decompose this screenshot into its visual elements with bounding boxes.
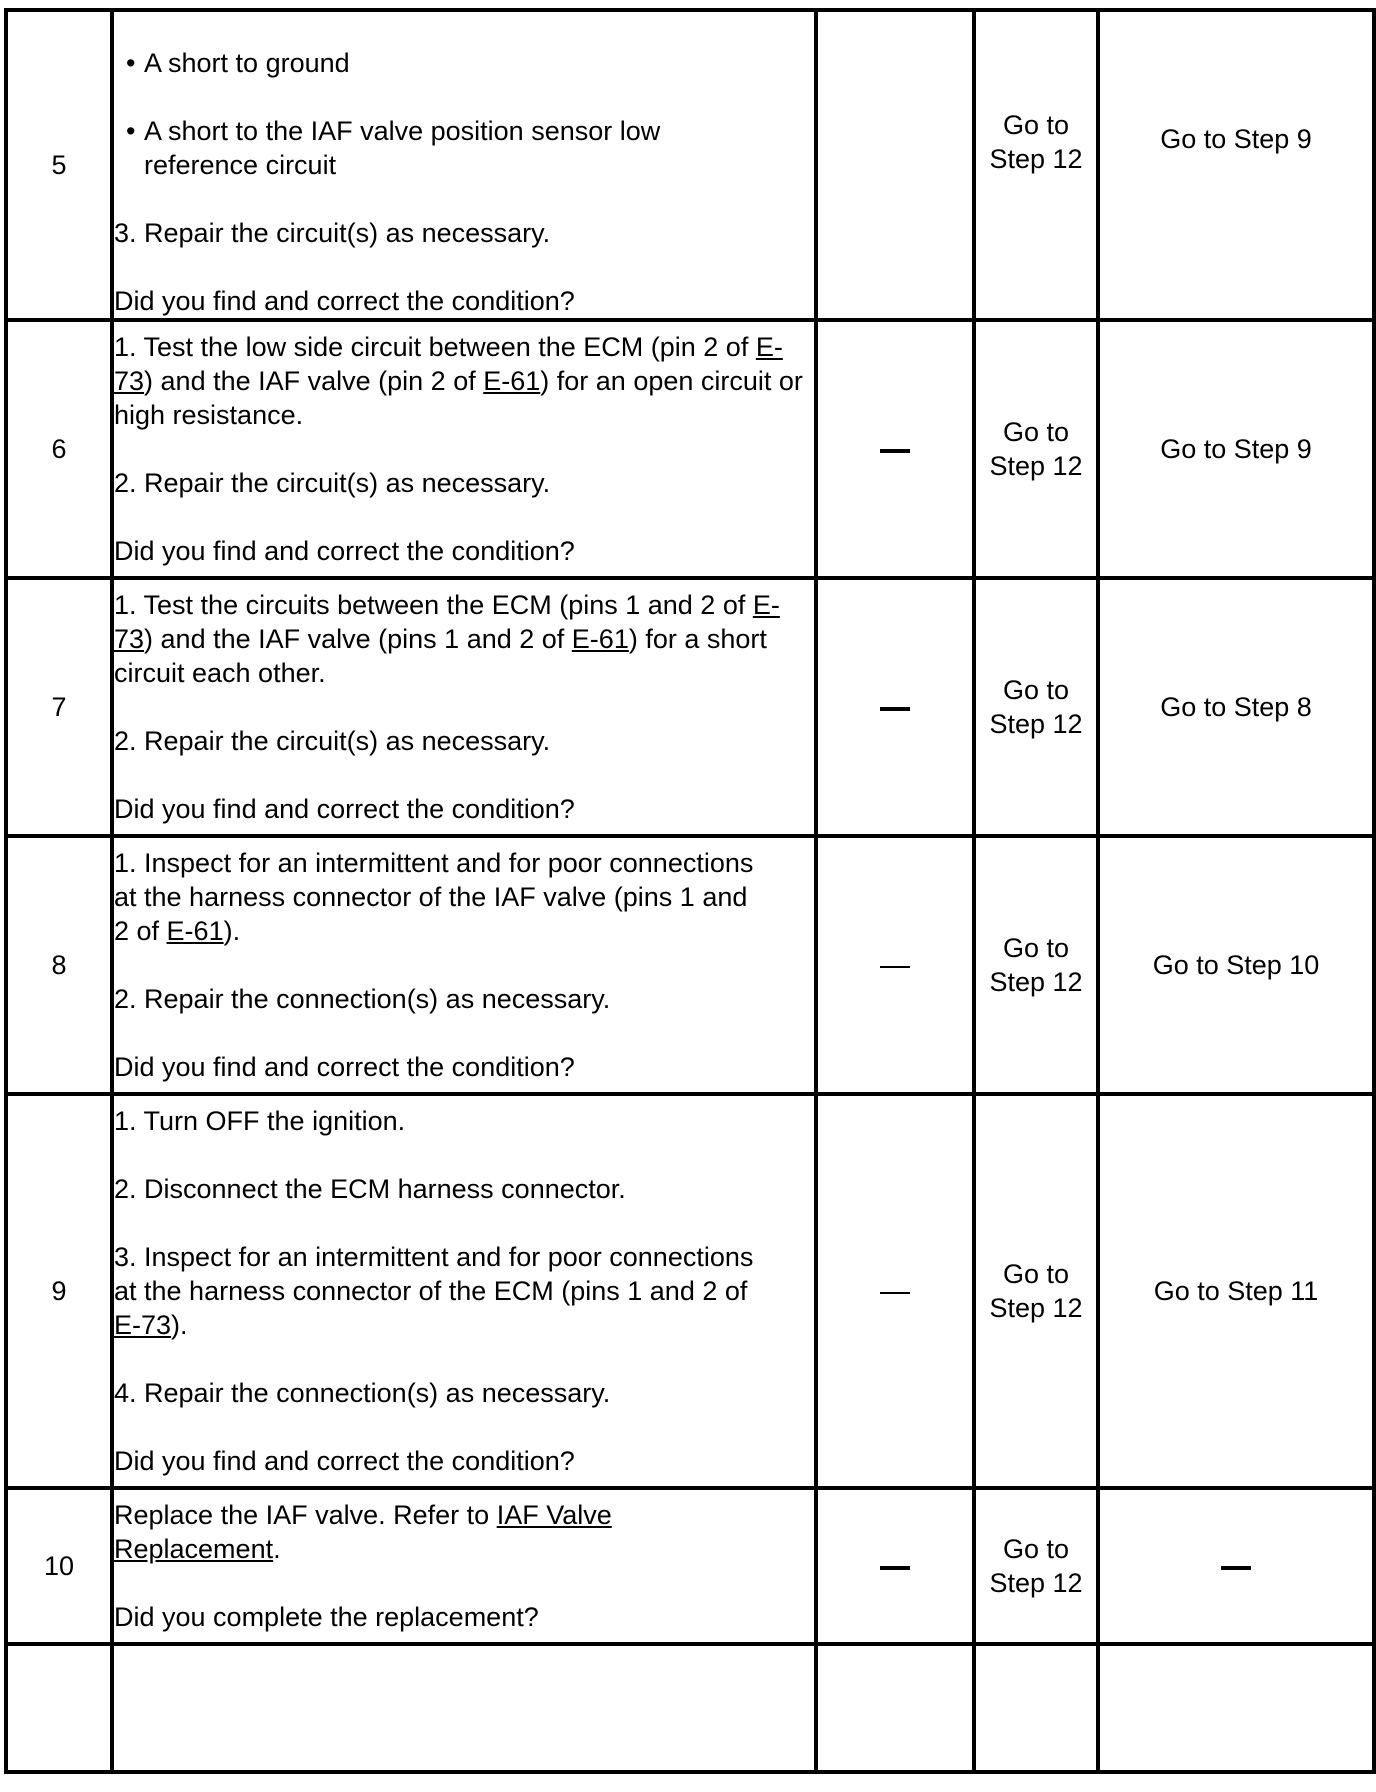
yes-cell (974, 836, 1098, 1094)
action-line: Replace the IAF valve. Refer to IAF Valve Replacement. (114, 1500, 612, 1564)
no-cell: Go to Step 10 (1098, 836, 1374, 1094)
connector-link[interactable]: E-61 (571, 624, 629, 654)
yes-line: Step 12 (989, 1293, 1083, 1323)
action-line: 1. Turn OFF the ignition. (114, 1106, 406, 1136)
table-row (6, 836, 1374, 1094)
question: Did you find and correct the condition? (114, 536, 575, 566)
empty-cell (1098, 1644, 1374, 1772)
action-line: 2. Repair the circuit(s) as necessary. (114, 726, 551, 756)
table-row (6, 1488, 1374, 1644)
table-row (6, 320, 1374, 578)
value-cell (816, 10, 974, 320)
action-cell (112, 836, 816, 1094)
table-row (6, 10, 1374, 320)
yes-line: Go to (1002, 417, 1070, 447)
no-cell: Go to Step 11 (1098, 1094, 1374, 1488)
replacement-link[interactable]: IAF Valve Replacement (114, 1500, 612, 1564)
yes-line: Go to (1002, 675, 1070, 705)
bullet-item: • A short to the IAF valve position sensor low reference circuit (114, 114, 764, 182)
empty-cell (6, 1644, 112, 1772)
empty-cell (112, 1644, 816, 1772)
action-line: 3. Repair the circuit(s) as necessary. (114, 218, 551, 248)
value-cell (816, 836, 974, 1094)
yes-line: Go to (1002, 1534, 1070, 1564)
no-cell: Go to Step 9 (1098, 320, 1374, 578)
step-number: 9 (6, 1094, 112, 1488)
action-line: 2. Repair the circuit(s) as necessary. (114, 468, 551, 498)
no-cell: Go to Step 8 (1098, 578, 1374, 836)
action-cell (112, 1094, 816, 1488)
yes-cell (974, 1094, 1098, 1488)
yes-cell (974, 10, 1098, 320)
yes-line: Step 12 (989, 144, 1083, 174)
action-cell (112, 10, 816, 320)
bullet-item: • A short to ground (114, 46, 814, 80)
no-cell (1098, 1488, 1374, 1644)
yes-cell (974, 320, 1098, 578)
step-number: 5 (6, 10, 112, 320)
action-cell (112, 578, 816, 836)
no-cell: Go to Step 9 (1098, 10, 1374, 320)
action-cell (112, 320, 816, 578)
action-line: 1. Test the low side circuit between the ECM (pin 2 of E-73) and the IAF valve (pin 2 of E-61) for an open circuit or high resistance. (114, 332, 803, 430)
action-line: 1. Inspect for an intermittent and for poor connections at the harness connector of the IAF valve (pins 1 and 2 of E-61). (114, 848, 754, 946)
value-cell (816, 1488, 974, 1644)
dash-mark (880, 966, 910, 968)
table-row-empty (6, 1644, 1374, 1772)
yes-line: Step 12 (989, 967, 1083, 997)
yes-line: Step 12 (989, 451, 1083, 481)
yes-line: Step 12 (989, 1568, 1083, 1598)
connector-link[interactable]: E-73 (114, 1310, 172, 1340)
question: Did you find and correct the condition? (114, 286, 575, 316)
empty-cell (974, 1644, 1098, 1772)
dash-mark (880, 1566, 910, 1570)
connector-link[interactable]: E-73 (114, 332, 783, 396)
yes-cell (974, 1488, 1098, 1644)
yes-line: Step 12 (989, 709, 1083, 739)
step-number: 8 (6, 836, 112, 1094)
question: Did you find and correct the condition? (114, 794, 575, 824)
value-cell (816, 578, 974, 836)
connector-link[interactable]: E-61 (483, 366, 541, 396)
action-line: 2. Disconnect the ECM harness connector. (114, 1174, 626, 1204)
connector-link[interactable]: E-61 (166, 916, 224, 946)
step-number: 7 (6, 578, 112, 836)
action-line: 2. Repair the connection(s) as necessary. (114, 984, 611, 1014)
question: Did you complete the replacement? (114, 1602, 539, 1632)
action-line: 1. Test the circuits between the ECM (pins 1 and 2 of E-73) and the IAF valve (pins 1 and 2 of E-61) for a short circuit each other. (114, 590, 780, 688)
value-cell (816, 1094, 974, 1488)
connector-link[interactable]: E-73 (114, 590, 780, 654)
action-line: 3. Inspect for an intermittent and for poor connections at the harness connector of the ECM (pins 1 and 2 of E-73). (114, 1242, 754, 1340)
dash-mark (880, 707, 910, 711)
table-row (6, 578, 1374, 836)
yes-line: Go to (1002, 933, 1070, 963)
dash-mark (1221, 1566, 1251, 1570)
action-line: 4. Repair the connection(s) as necessary. (114, 1378, 611, 1408)
table-row (6, 1094, 1374, 1488)
diagnostic-table (4, 8, 1376, 1774)
step-number: 6 (6, 320, 112, 578)
action-cell (112, 1488, 816, 1644)
question: Did you find and correct the condition? (114, 1446, 575, 1476)
value-cell (816, 320, 974, 578)
yes-line: Go to (1002, 1259, 1070, 1289)
step-number: 10 (6, 1488, 112, 1644)
yes-line: Go to (1002, 110, 1070, 140)
empty-cell (816, 1644, 974, 1772)
question: Did you find and correct the condition? (114, 1052, 575, 1082)
dash-mark (880, 449, 910, 453)
yes-cell (974, 578, 1098, 836)
dash-mark (880, 1292, 910, 1294)
